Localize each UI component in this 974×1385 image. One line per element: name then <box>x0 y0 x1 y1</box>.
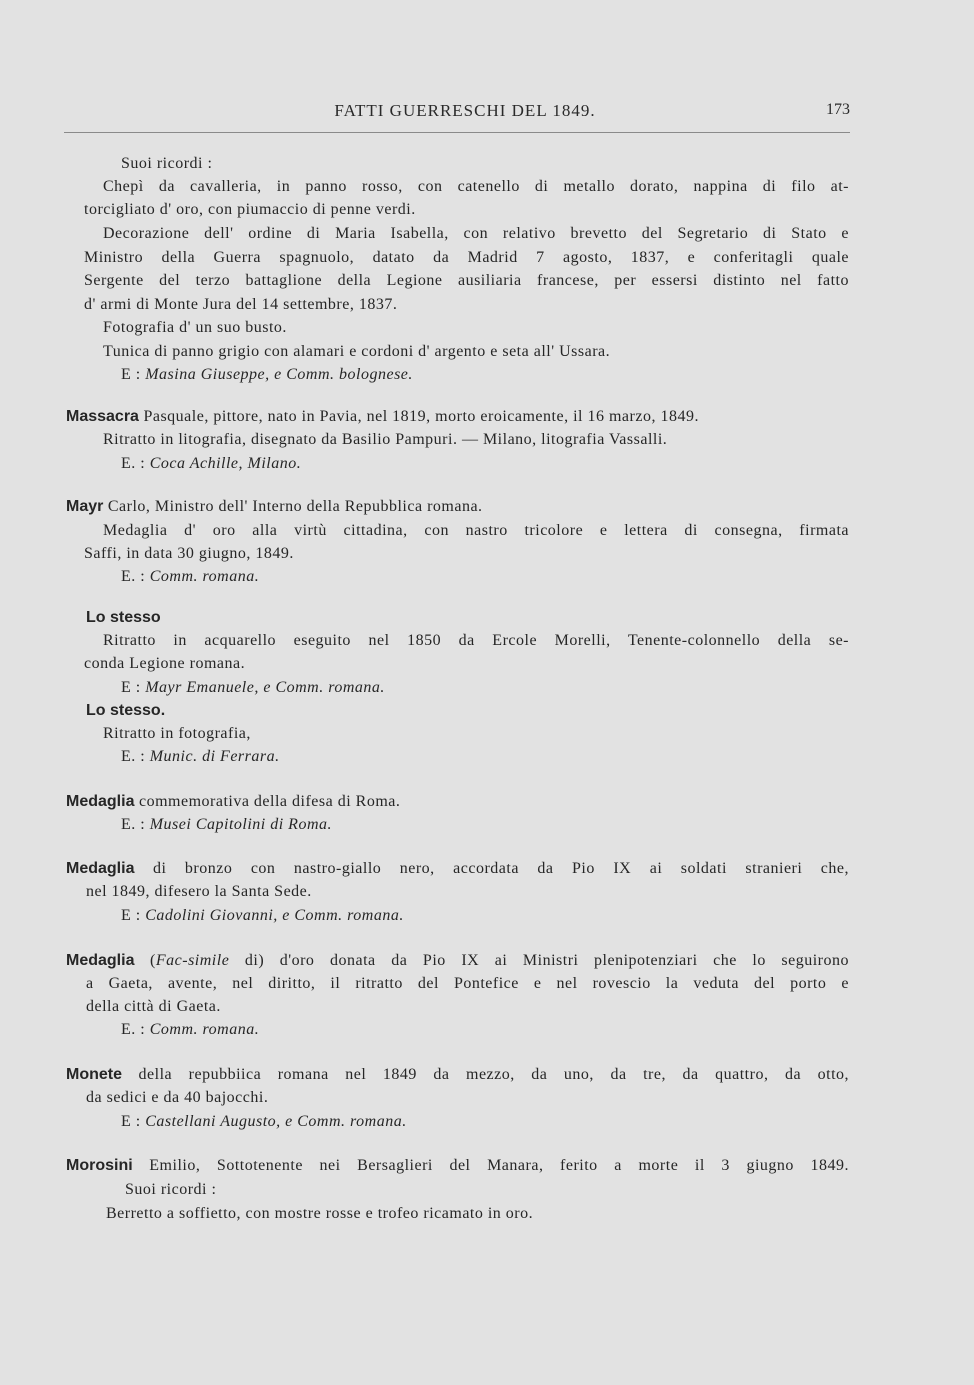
entry-heading-line <box>66 1064 849 1086</box>
exhibitor-prefix: E : <box>121 1113 141 1130</box>
text-line: Chepì da cavalleria, in panno rosso, con catenello di metallo dorato, nappina di filo at- <box>103 178 849 195</box>
text-line: Ritratto in litografia, disegnato da Basilio Pampuri. — Milano, litografia Vassalli. <box>103 431 668 448</box>
entry-heading-line <box>66 950 849 972</box>
entry-name: Lo stesso <box>86 609 161 626</box>
header-rule <box>64 132 850 133</box>
exhibitor-name: Castellani Augusto, e Comm. romana. <box>145 1113 407 1130</box>
text-line: Saffi, in data 30 giugno, 1849. <box>84 545 294 562</box>
entry-name: Medaglia <box>66 793 135 810</box>
exhibitor-prefix: E. : <box>121 1021 146 1038</box>
exhibitor-name: Musei Capitolini di Roma. <box>149 816 332 833</box>
exhibitor-prefix: E. : <box>121 816 146 833</box>
exhibitor-name: Comm. romana. <box>149 568 260 585</box>
entry-heading-line <box>66 858 849 880</box>
exhibitor-name: Mayr Emanuele, e Comm. romana. <box>145 679 385 696</box>
exhibitor-prefix: E : <box>121 907 141 924</box>
exhibitor-prefix: E : <box>121 366 141 383</box>
exhibitor-name: Coca Achille, Milano. <box>149 455 302 472</box>
exhibitor-prefix: E. : <box>121 748 146 765</box>
exhibitor-prefix: E : <box>121 679 141 696</box>
entry-text: Carlo, Ministro dell' Interno della Repubblica romana. <box>107 498 483 515</box>
exhibitor-line <box>121 1111 407 1133</box>
entry-text-open: ( <box>150 952 156 969</box>
exhibitor-line <box>121 453 301 475</box>
exhibitor-name: Comm. romana. <box>149 1021 260 1038</box>
text-line: Ritratto in acquarello eseguito nel 1850 da Ercole Morelli, Tenente-colonnello della se- <box>103 632 849 649</box>
entry-name: Massacra <box>66 408 139 425</box>
entry-heading-line <box>66 406 699 428</box>
text-line: Sergente del terzo battaglione della Legione ausiliaria francese, per essersi distinto nel fatto <box>84 272 849 289</box>
entry-text: della repubbiica romana nel 1849 da mezzo, da uno, da tre, da quattro, da otto, <box>138 1066 850 1083</box>
text-line: nel 1849, difesero la Santa Sede. <box>86 883 312 900</box>
text-line: d' armi di Monte Jura del 14 settembre, 1837. <box>84 296 398 313</box>
entry-name: Morosini <box>66 1157 133 1174</box>
exhibitor-line <box>121 1019 259 1041</box>
text-line: Fotografia d' un suo busto. <box>103 319 287 336</box>
text-line: Ministro della Guerra spagnuolo, datato da Madrid 7 agosto, 1837, e conferitagli quale <box>84 249 849 266</box>
entry-text: di) d'oro donata da Pio IX ai Ministri plenipotenziari che lo seguirono <box>244 952 850 969</box>
entry-text: Emilio, Sottotenente nei Bersaglieri del Manara, ferito a morte il 3 giugno 1849. <box>149 1157 850 1174</box>
exhibitor-name: Cadolini Giovanni, e Comm. romana. <box>145 907 404 924</box>
entry-name: Mayr <box>66 498 104 515</box>
exhibitor-prefix: E. : <box>121 568 146 585</box>
exhibitor-line <box>121 566 259 588</box>
exhibitor-line <box>121 746 280 768</box>
entry-text: Pasquale, pittore, nato in Pavia, nel 1819, morto eroicamente, il 16 marzo, 1849. <box>143 408 699 425</box>
text-line: da sedici e da 40 bajocchi. <box>86 1089 269 1106</box>
exhibitor-line <box>121 814 332 836</box>
text-line: Ritratto in fotografia, <box>103 725 251 742</box>
exhibitor-line <box>121 364 413 386</box>
entry-heading-line <box>66 791 400 813</box>
text-line: Decorazione dell' ordine di Maria Isabella, con relativo brevetto del Segretario di Stato e <box>103 225 849 242</box>
entry-name: Medaglia <box>66 860 135 877</box>
text-line: conda Legione romana. <box>84 655 246 672</box>
entry-heading-line <box>66 1155 849 1177</box>
text-line: Tunica di panno grigio con alamari e cordoni d' argento e seta all' Ussara. <box>103 343 611 360</box>
running-head-title: FATTI GUERRESCHI DEL 1849. <box>334 101 596 120</box>
text-line: Suoi ricordi : <box>125 1181 217 1198</box>
exhibitor-name: Masina Giuseppe, e Comm. bolognese. <box>145 366 413 383</box>
entry-name: Monete <box>66 1066 122 1083</box>
text-line: Suoi ricordi : <box>121 155 213 172</box>
text-line: Berretto a soffietto, con mostre rosse e trofeo ricamato in oro. <box>106 1205 534 1222</box>
exhibitor-prefix: E. : <box>121 455 146 472</box>
text-line: a Gaeta, avente, nel diritto, il ritratto del Pontefice e nel rovescio la veduta del porto e <box>86 975 849 992</box>
page-number: 173 <box>826 101 850 118</box>
entry-name: Medaglia <box>66 952 135 969</box>
text-line: Medaglia d' oro alla virtù cittadina, con nastro tricolore e lettera di consegna, firmata <box>103 522 849 539</box>
entry-heading-line <box>66 496 483 518</box>
text-line: torcigliato d' oro, con piumaccio di penne verdi. <box>84 201 416 218</box>
entry-text: commemorativa della difesa di Roma. <box>138 793 401 810</box>
entry-text: di bronzo con nastro-giallo nero, accordata da Pio IX ai soldati stranieri che, <box>152 860 850 877</box>
running-head <box>80 101 850 127</box>
entry-name: Lo stesso. <box>86 702 166 719</box>
exhibitor-name: Munic. di Ferrara. <box>149 748 280 765</box>
entry-text-italic: Fac-simile <box>155 952 230 969</box>
exhibitor-line <box>121 677 385 699</box>
text-line: della città di Gaeta. <box>86 998 221 1015</box>
exhibitor-line <box>121 905 404 927</box>
